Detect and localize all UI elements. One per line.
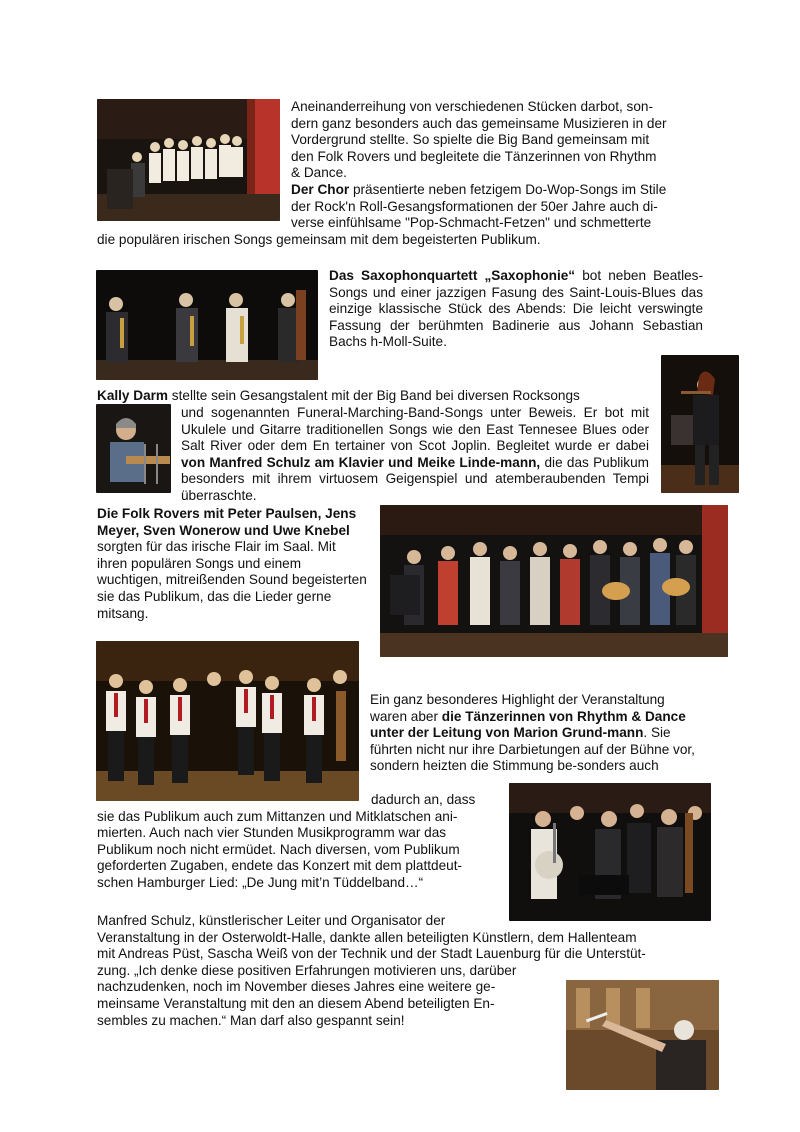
photo-kally-darm bbox=[96, 404, 171, 493]
photo-banjo-band bbox=[509, 783, 711, 921]
text-line: mit Andreas Püst, Sascha Weiß von der Technik und der Stadt Lauenburg für die Unterstüt- bbox=[97, 946, 646, 962]
paragraph-choir-end bbox=[97, 232, 697, 249]
text-run: . Sie führten nicht nur ihre Darbietungen auf der Bühne vor, sondern heizten die Stimmung be-sonders auch bbox=[370, 725, 695, 774]
text-line: sie das Publikum auch zum Mittanzen und Mitklatschen ani- bbox=[97, 808, 458, 824]
text-line: geforderten Zugaben, endete das Konzert mit dem plattdeut- bbox=[97, 858, 462, 874]
text-line: präsentierte neben fetzigem Do-Wop-Songs im Stile bbox=[349, 181, 667, 197]
text-run: bot neben Beatles-Songs und einer jazzigen Fasung des Saint-Louis-Blues das einzige klassische Stück des Abends: Die leicht verswingte Fassung der berühmten Badinerie aus Johann Sebastian Bachs h-Moll-Suite. bbox=[329, 268, 703, 350]
paragraph-rhythm-dance bbox=[370, 692, 700, 775]
text-line: sembles zu machen.“ Man darf also gespannt sein! bbox=[97, 1012, 405, 1028]
photo-saxophone-quartet bbox=[96, 270, 318, 380]
text-run: Ein ganz besonderes Highlight der Veranstaltung waren aber bbox=[370, 692, 665, 724]
photo-violinist bbox=[661, 355, 739, 493]
text-line: Publikum noch nicht ermüdet. Nach diversen, vom Publikum bbox=[97, 841, 460, 857]
folk-rovers-heading: Die Folk Rovers mit Peter Paulsen, Jens Meyer, Sven Wonerow und Uwe Knebel bbox=[97, 506, 357, 538]
choir-heading: Der Chor bbox=[291, 181, 350, 197]
kally-heading: Kally Darm bbox=[97, 388, 169, 403]
photo-rhythm-dance bbox=[96, 641, 359, 801]
paragraph-kally-darm bbox=[97, 388, 649, 405]
text-line: meinsame Veranstaltung mit den an diesem Abend beteiligten En- bbox=[97, 995, 495, 1011]
text-run: und sogenannten Funeral-Marching-Band-Songs unter Beweis. Er bot mit Ukulele und Gitarre traditionellen Songs wie den East Tennesee Blues oder Salt River oder dem En tertainer von Scot Joplin. Begleitet wurde er dabei bbox=[181, 405, 649, 454]
text-line: schen Hamburger Lied: „De Jung mit’n Tüddelband…“ bbox=[97, 874, 424, 890]
text-line: & Dance. bbox=[291, 165, 347, 181]
text-line: mierten. Auch nach vier Stunden Musikprogramm war das bbox=[97, 825, 447, 841]
text-run: die das Publikum besonders mit ihrem virtuosem Geigenspiel und atemberaubenden Tempi überraschte. bbox=[181, 454, 649, 503]
text-line: der Rock'n Roll-Gesangsformationen der 50er Jahre auch di- bbox=[291, 198, 658, 214]
text-line: zung. „Ich denke diese positiven Erfahrungen motivieren uns, darüber bbox=[97, 962, 517, 978]
text-line: Aneinanderreihung von verschiedenen Stücken darbot, son- bbox=[291, 99, 653, 114]
text-run: stellte sein Gesangstalent mit der Big Band bei diversen Rocksongs bbox=[168, 388, 580, 403]
photo-folk-rovers bbox=[380, 505, 728, 657]
paragraph-saxophone bbox=[329, 268, 703, 351]
paragraph-choir bbox=[291, 99, 701, 232]
paragraph-folk-rovers bbox=[97, 506, 367, 622]
text-line: Veranstaltung in der Osterwoldt-Halle, dankte allen beteiligten Künstlern, dem Hallenteam bbox=[97, 929, 637, 945]
accompanist-names: von Manfred Schulz am Klavier und Meike Linde-mann, bbox=[181, 454, 541, 470]
text-line: Manfred Schulz, künstlerischer Leiter und Organisator der bbox=[97, 913, 446, 928]
text-line: Vordergrund stellte. So spielte die Big Band gemeinsam mit bbox=[291, 132, 650, 148]
text-line: verse einfühlsame "Pop-Schmacht-Fetzen" und schmetterte bbox=[291, 215, 652, 231]
text-line: den Folk Rovers und begleitete die Tänzerinnen von Rhythm bbox=[291, 148, 657, 164]
paragraph-kally-darm-body bbox=[181, 405, 649, 505]
photo-choir bbox=[97, 99, 280, 221]
text-line: dadurch an, dass bbox=[371, 792, 476, 807]
paragraph-rhythm-dance-cont bbox=[97, 792, 502, 892]
text-line: dern ganz besonders auch das gemeinsame Musizieren in der bbox=[291, 115, 667, 131]
saxophone-heading: Das Saxophonquartett „Saxophonie“ bbox=[329, 268, 576, 283]
text-line: nachzudenken, noch im November dieses Jahres eine weitere ge- bbox=[97, 979, 496, 995]
text-run: sorgten für das irische Flair im Saal. Mit ihren populären Songs und einem wuchtigen, mitreißenden Sound begeisterten sie das Publikum, das die Lieder gerne mitsang. bbox=[97, 539, 367, 621]
text-line: die populären irischen Songs gemeinsam mit dem begeisterten Publikum. bbox=[97, 232, 541, 247]
paragraph-closing bbox=[97, 913, 707, 1029]
dance-heading: die Tänzerinnen von Rhythm & Dance unter der Leitung von Marion Grund-mann bbox=[370, 708, 686, 741]
